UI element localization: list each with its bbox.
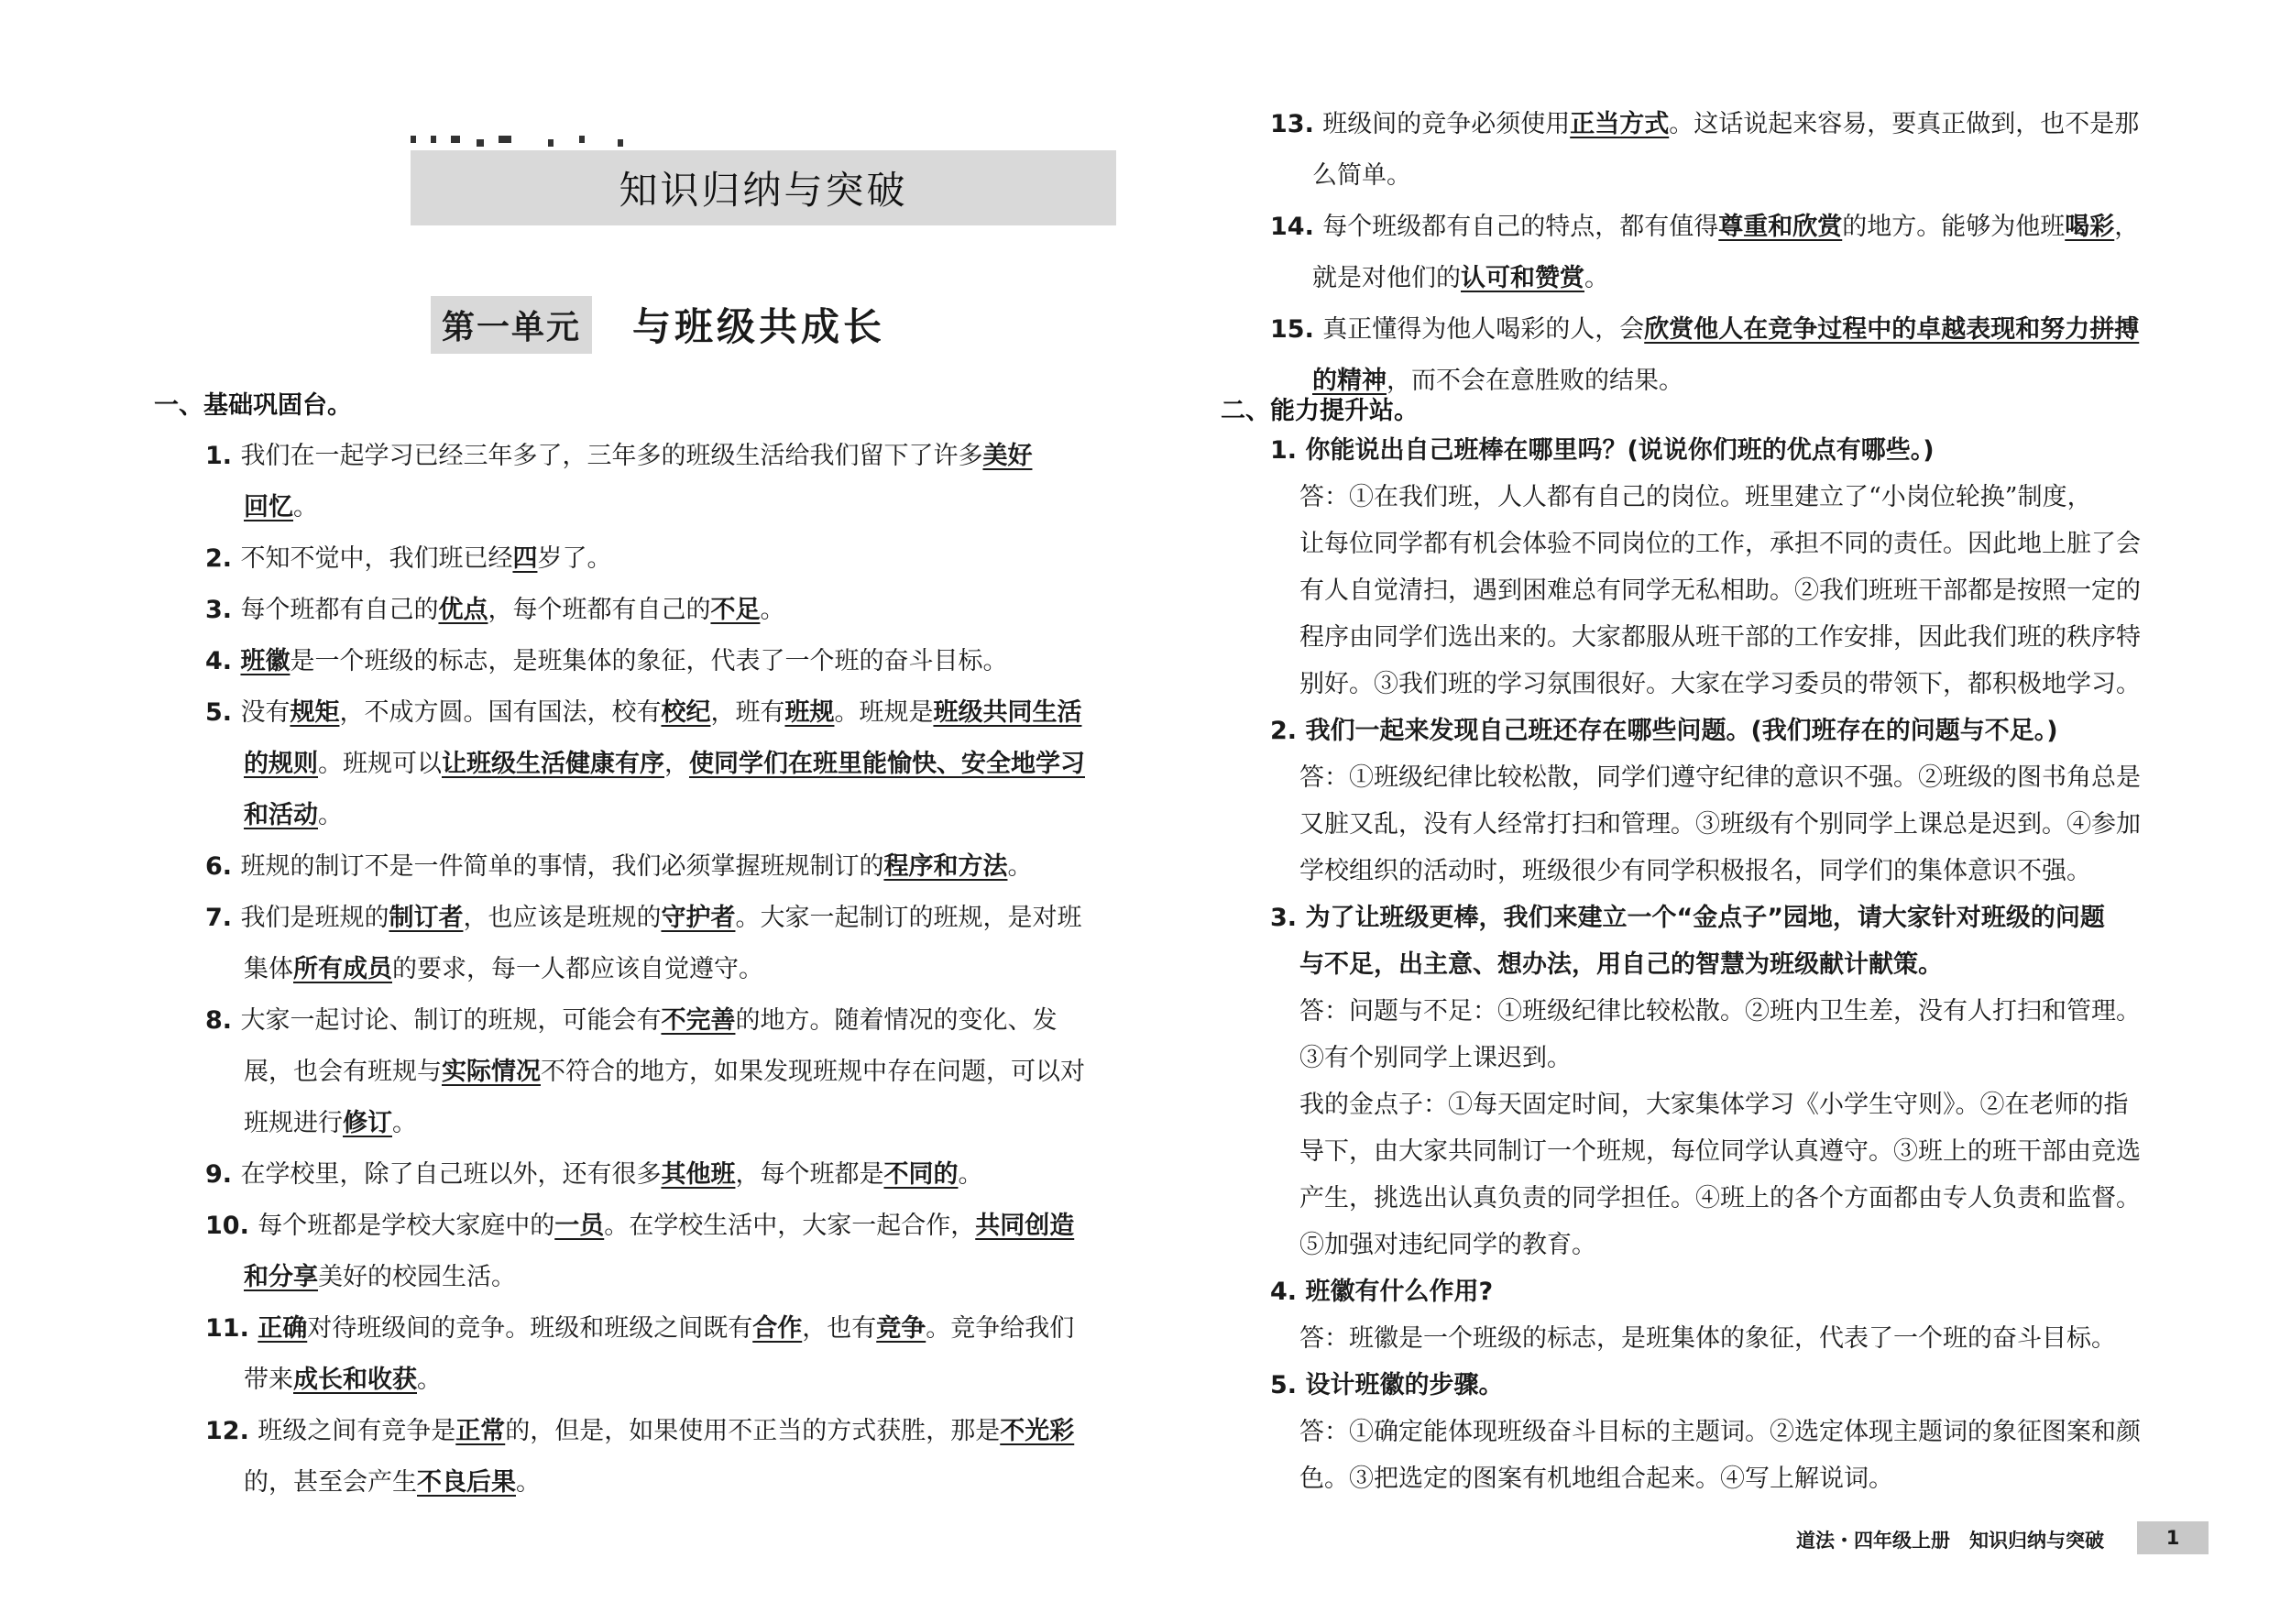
item-text: 。: [392, 1109, 417, 1137]
item-number: 15.: [1270, 315, 1323, 344]
page-title-banner: 知识归纳与突破: [411, 150, 1116, 225]
item-text: 不符合的地方，如果发现班规中存在问题，可以对: [541, 1058, 1085, 1086]
item-text: 大家一起讨论、制订的班规，可能会有: [240, 1006, 662, 1035]
item-text: 。竞争给我们: [926, 1314, 1075, 1343]
answer-blank: 喝彩: [2065, 213, 2115, 241]
item-text: 真正懂得为他人喝彩的人，会: [1322, 315, 1645, 344]
item-text: ，班有: [710, 698, 785, 727]
item-text: 每个班都有自己的: [240, 596, 439, 624]
item-text: 。: [760, 596, 785, 624]
item-text: 在学校里，除了自己班以外，还有很多: [240, 1160, 662, 1189]
unit-name: 与班级共成长: [632, 304, 886, 349]
item-1: [205, 431, 1136, 533]
answer-blank: 竞争: [876, 1314, 926, 1343]
section-advanced-title: 二、能力提升站。: [1221, 397, 1419, 425]
answer-blank: 正当方式: [1570, 110, 1670, 138]
answer-blank: 欣赏他人在竞争过程中的卓越表现和努力拼搏: [1644, 315, 2140, 344]
question-3: 3. 为了让班级更棒，我们来建立一个“金点子”园地，请大家针对班级的问题: [1270, 904, 2105, 932]
item-13: [1270, 99, 2282, 202]
item-text: ，也有: [802, 1314, 877, 1343]
answer-blank: 美好: [982, 442, 1033, 470]
answer-blank: 班规: [784, 698, 835, 727]
question-2: 2. 我们一起来发现自己班还存在哪些问题。(我们班存在的问题与不足。): [1270, 717, 2058, 745]
item-text: ，每个班都是: [735, 1160, 884, 1189]
item-number: 7.: [205, 904, 241, 932]
item-text: 我们在一起学习已经三年多了，三年多的班级生活给我们留下了许多: [240, 442, 983, 470]
answer-blank: 班徽: [240, 647, 290, 675]
answer-blank: 和活动: [244, 801, 318, 829]
item-text: 班级间的竞争必须使用: [1322, 110, 1571, 138]
item-text: 是一个班级的标志，是班集体的象征，代表了一个班的奋斗目标。: [290, 647, 1008, 675]
item-text: 我们是班规的: [240, 904, 389, 932]
answer-blank: 优点: [438, 596, 488, 624]
answer-line: 答：①在我们班，人人都有自己的岗位。班里建立了“小岗位轮换”制度，: [1299, 483, 2092, 511]
item-text: 对待班级间的竞争。班级和班级之间既有: [307, 1314, 753, 1343]
answer-blank: 不同的: [883, 1160, 959, 1189]
item-text: ，每个班都有自己的: [488, 596, 711, 624]
item-text: 的地方。能够为他班: [1842, 213, 2066, 241]
question-5: 5. 设计班徽的步骤。: [1270, 1371, 1504, 1399]
answer-line: 答：问题与不足：①班级纪律比较松散。②班内卫生差，没有人打扫和管理。: [1299, 997, 2141, 1026]
answer-blank: 制订者: [389, 904, 464, 932]
answer-blank: 其他班: [661, 1160, 736, 1189]
item-text: 。: [516, 1468, 541, 1497]
answer-blank: 成长和收获: [293, 1366, 417, 1394]
answer-line: 答：班徽是一个班级的标志，是班集体的象征，代表了一个班的奋斗目标。: [1299, 1324, 2116, 1353]
item-number: 2.: [205, 544, 241, 573]
answer-blank: 不完善: [661, 1006, 736, 1035]
item-8: [205, 995, 1136, 1149]
unit-heading: [431, 295, 885, 354]
answer-blank: 正确: [258, 1314, 308, 1343]
item-text: ，: [664, 750, 689, 778]
answer-line: 程序由同学们选出来的。大家都服从班干部的工作安排，因此我们班的秩序特: [1299, 623, 2141, 652]
item-7: [205, 893, 1136, 995]
answer-blank: 共同创造: [975, 1212, 1075, 1240]
answer-line: 有人自觉清扫，遇到困难总有同学无私相助。②我们班班干部都是按照一定的: [1299, 576, 2141, 605]
answer-blank: 所有成员: [293, 955, 392, 983]
item-text: 展，也会有班规与: [244, 1058, 442, 1086]
answer-blank: 正常: [455, 1417, 506, 1445]
answer-line: 别好。③我们班的学习氛围很好。大家在学习委员的带领下，都积极地学习。: [1299, 670, 2141, 698]
item-text: 。这话说起来容易，要真正做到，也不是那: [1669, 110, 2140, 138]
item-12: [205, 1406, 1136, 1509]
item-text: 集体: [244, 955, 293, 983]
item-text: 带来: [244, 1366, 293, 1394]
page-footer: [1796, 1521, 2209, 1558]
answer-blank: 一员: [554, 1212, 605, 1240]
item-15: [1270, 304, 2282, 407]
item-text: 岁了。: [537, 544, 612, 573]
item-number: 13.: [1270, 110, 1323, 138]
item-text: 的要求，每一人都应该自觉遵守。: [392, 955, 763, 983]
item-text: 。班规是: [834, 698, 934, 727]
answer-line: 让每位同学都有机会体验不同岗位的工作，承担不同的责任。因此地上脏了会: [1299, 530, 2141, 558]
item-text: 的，甚至会产生: [244, 1468, 417, 1497]
answer-blank: 合作: [752, 1314, 803, 1343]
item-14: [1270, 202, 2282, 304]
item-number: 3.: [205, 596, 241, 624]
item-number: 11.: [205, 1314, 258, 1343]
item-5: [205, 687, 1136, 841]
item-text: 美好的校园生活。: [318, 1263, 516, 1291]
item-number: 9.: [205, 1160, 241, 1189]
item-text: 。: [1584, 264, 1609, 292]
item-number: 4.: [205, 647, 241, 675]
item-text: ，: [2114, 213, 2140, 241]
answer-blank: 不良后果: [417, 1468, 516, 1497]
item-2: [205, 533, 1136, 585]
item-text: 。: [417, 1366, 442, 1394]
item-text: 的地方。随着情况的变化、发: [735, 1006, 1058, 1035]
item-11: [205, 1303, 1136, 1406]
answer-line: 答：①班级纪律比较松散，同学们遵守纪律的意识不强。②班级的图书角总是: [1299, 763, 2141, 792]
item-text: 的，但是，如果使用不正当的方式获胜，那是: [505, 1417, 1001, 1445]
item-text: 。在学校生活中，大家一起合作，: [604, 1212, 976, 1240]
answer-blank: 使同学们在班里能愉快、安全地学习: [689, 750, 1085, 778]
item-text: 。班规可以: [318, 750, 442, 778]
answer-line: 导下，由大家共同制订一个班规，每位同学认真遵守。③班上的班干部由竞选: [1299, 1137, 2141, 1166]
item-text: 。: [1007, 852, 1033, 881]
item-text: 。: [958, 1160, 983, 1189]
item-text: 每个班级都有自己的特点，都有值得: [1322, 213, 1719, 241]
item-3: [205, 585, 1136, 636]
answer-blank: 让班级生活健康有序: [442, 750, 664, 778]
answer-blank: 的精神: [1312, 367, 1387, 395]
item-text: 没有: [240, 698, 290, 727]
item-text: 。: [293, 493, 318, 521]
answer-line: 色。③把选定的图案有机地组合起来。④写上解说词。: [1299, 1465, 1893, 1493]
unit-tag: 第一单元: [431, 296, 592, 354]
answer-blank: 班级共同生活: [933, 698, 1082, 727]
item-text: 不知不觉中，我们班已经: [240, 544, 513, 573]
footer-text: 道法・四年级上册 知识归纳与突破: [1796, 1530, 2104, 1552]
item-6: [205, 841, 1136, 893]
answer-blank: 修订: [343, 1109, 392, 1137]
item-9: [205, 1149, 1136, 1201]
answer-blank: 的规则: [244, 750, 318, 778]
answer-blank: 回忆: [244, 493, 293, 521]
answer-blank: 不光彩: [1000, 1417, 1075, 1445]
item-10: [205, 1201, 1136, 1303]
decorative-dots: [411, 136, 685, 150]
item-number: 1.: [205, 442, 241, 470]
answer-line: 学校组织的活动时，班级很少有同学积极报名，同学们的集体意识不强。: [1299, 857, 2091, 885]
answer-line: ③有个别同学上课迟到。: [1299, 1044, 1572, 1072]
item-number: 5.: [205, 698, 241, 727]
item-text: 么简单。: [1312, 161, 1411, 190]
item-text: 班规的制订不是一件简单的事情，我们必须掌握班规制订的: [240, 852, 884, 881]
answer-line: ⑤加强对违纪同学的教育。: [1299, 1231, 1596, 1259]
page-number: 1: [2137, 1521, 2209, 1554]
item-number: 6.: [205, 852, 241, 881]
item-text: 。: [318, 801, 343, 829]
item-number: 10.: [205, 1212, 258, 1240]
item-text: ，而不会在意胜败的结果。: [1387, 367, 1683, 395]
answer-blank: 守护者: [661, 904, 736, 932]
answer-blank: 认可和赞赏: [1461, 264, 1584, 292]
answer-blank: 规矩: [290, 698, 340, 727]
answer-line: 又脏又乱，没有人经常打扫和管理。③班级有个别同学上课总是迟到。④参加: [1299, 810, 2141, 839]
item-number: 14.: [1270, 213, 1323, 241]
answer-line: 我的金点子：①每天固定时间，大家集体学习《小学生守则》。②在老师的指: [1299, 1091, 2129, 1119]
item-text: 班规进行: [244, 1109, 343, 1137]
answer-line: 答：①确定能体现班级奋斗目标的主题词。②选定体现主题词的象征图案和颜: [1299, 1418, 2141, 1446]
answer-blank: 尊重和欣赏: [1718, 213, 1843, 241]
question-1: 1. 你能说出自己班棒在哪里吗？(说说你们班的优点有哪些。): [1270, 436, 1935, 465]
item-text: ，不成方圆。国有国法，校有: [339, 698, 662, 727]
item-4: [205, 636, 1136, 687]
item-text: 就是对他们的: [1312, 264, 1461, 292]
answer-blank: 程序和方法: [883, 852, 1008, 881]
answer-blank: 实际情况: [442, 1058, 541, 1086]
item-number: 12.: [205, 1417, 258, 1445]
item-text: ，也应该是班规的: [463, 904, 662, 932]
answer-blank: 校纪: [661, 698, 711, 727]
item-number: 8.: [205, 1006, 241, 1035]
item-text: 班级之间有竞争是: [258, 1417, 456, 1445]
answer-blank: 和分享: [244, 1263, 318, 1291]
item-text: 。大家一起制订的班规，是对班: [735, 904, 1082, 932]
question-4: 4. 班徽有什么作用?: [1270, 1278, 1494, 1306]
answer-blank: 四: [512, 544, 538, 573]
section-basic-title: 一、基础巩固台。: [154, 391, 352, 420]
answer-blank: 不足: [710, 596, 761, 624]
question-3-cont: 与不足，出主意、想办法，用自己的智慧为班级献计献策。: [1299, 950, 1943, 979]
answer-line: 产生，挑选出认真负责的同学担任。④班上的各个方面都由专人负责和监督。: [1299, 1184, 2141, 1213]
item-text: 每个班都是学校大家庭中的: [258, 1212, 555, 1240]
